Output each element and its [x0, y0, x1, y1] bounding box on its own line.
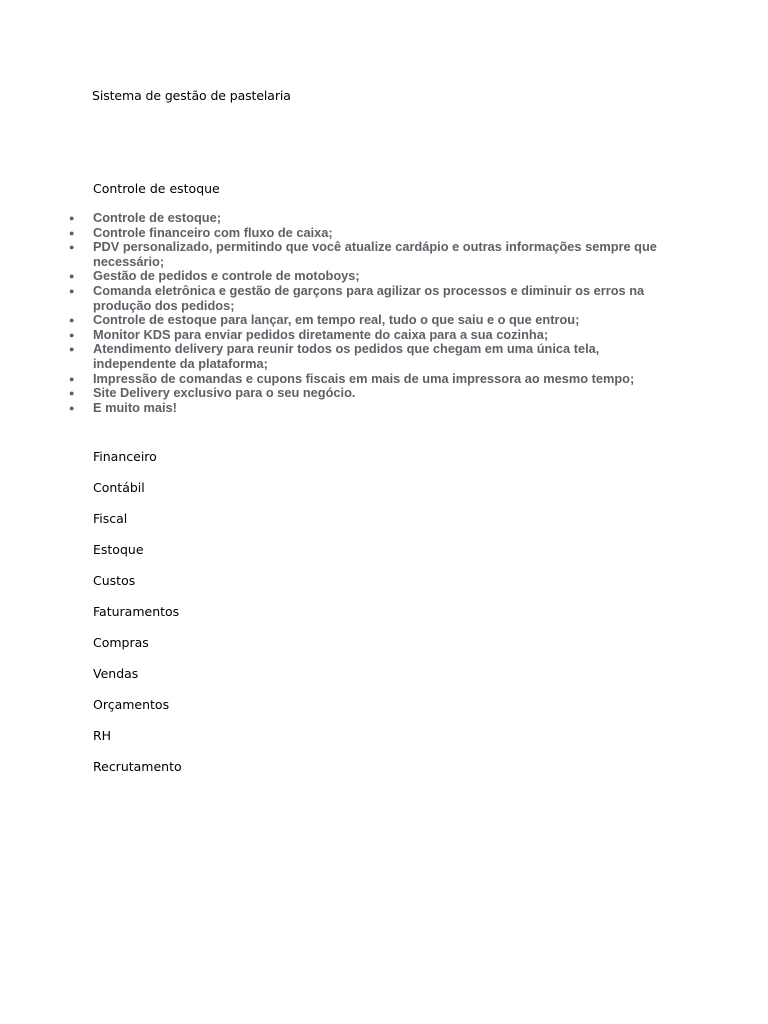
list-item-text: PDV personalizado, permitindo que você atualize cardápio e outras informações sempre que necessário; [93, 239, 657, 269]
module-item-custos: Custos [93, 573, 136, 588]
list-item-text: Site Delivery exclusivo para o seu negócio. [93, 385, 356, 401]
list-item-text: Controle de estoque; [93, 210, 221, 225]
bullet-icon: ● [69, 227, 75, 238]
bullet-icon: ● [69, 402, 75, 413]
module-item-fiscal: Fiscal [93, 511, 128, 526]
list-item-text: Controle de estoque para lançar, em tempo real, tudo o que saiu e o que entrou; [93, 312, 580, 328]
list-item-text: Impressão de comandas e cupons fiscais em mais de uma impressora ao mesmo tempo; [93, 370, 635, 386]
module-item-rh: RH [93, 728, 112, 743]
bullet-icon: ● [69, 285, 75, 296]
module-item-financeiro: Financeiro [93, 449, 157, 464]
bullet-icon: ● [69, 315, 75, 326]
list-item-text: Atendimento delivery para reunir todos os pedidos que chegam em uma única tela, independente da plataforma; [93, 341, 600, 371]
list-item [0, 386, 700, 401]
bullet-icon: ● [69, 344, 75, 355]
document-title: Sistema de gestão de pastelaria [92, 88, 291, 103]
list-item-text: Controle financeiro com fluxo de caixa; [93, 224, 333, 240]
list-item [0, 269, 700, 284]
list-item-text: Gestão de pedidos e controle de motoboys; [93, 268, 360, 284]
list-item [0, 226, 700, 241]
list-item [0, 284, 700, 313]
list-item-text: E muito mais! [93, 399, 177, 415]
bullet-icon: ● [69, 242, 75, 253]
list-item [0, 211, 700, 226]
module-item-compras: Compras [93, 635, 149, 650]
list-item [0, 342, 700, 371]
list-item [0, 372, 700, 387]
list-item [0, 313, 700, 328]
module-item-vendas: Vendas [93, 666, 139, 681]
list-item [0, 401, 700, 416]
module-item-recrutamento: Recrutamento [93, 759, 182, 774]
feature-list [0, 211, 700, 415]
bullet-icon: ● [69, 271, 75, 282]
bullet-icon: ● [69, 373, 75, 384]
list-item-text: Comanda eletrônica e gestão de garçons para agilizar os processos e diminuir os erros na produção dos pedidos; [93, 282, 645, 313]
module-item-faturamentos: Faturamentos [93, 604, 180, 619]
list-item [0, 240, 700, 269]
list-item [0, 328, 700, 343]
bullet-icon: ● [69, 388, 75, 399]
module-item-contabil: Contábil [93, 480, 145, 495]
module-item-estoque: Estoque [93, 542, 144, 557]
list-item-text: Monitor KDS para enviar pedidos diretamente do caixa para a sua cozinha; [93, 326, 549, 342]
section-heading: Controle de estoque [93, 181, 220, 196]
module-list [93, 449, 182, 790]
bullet-icon: ● [69, 329, 75, 340]
bullet-icon: ● [69, 213, 75, 223]
module-item-orcamentos: Orçamentos [93, 697, 170, 712]
